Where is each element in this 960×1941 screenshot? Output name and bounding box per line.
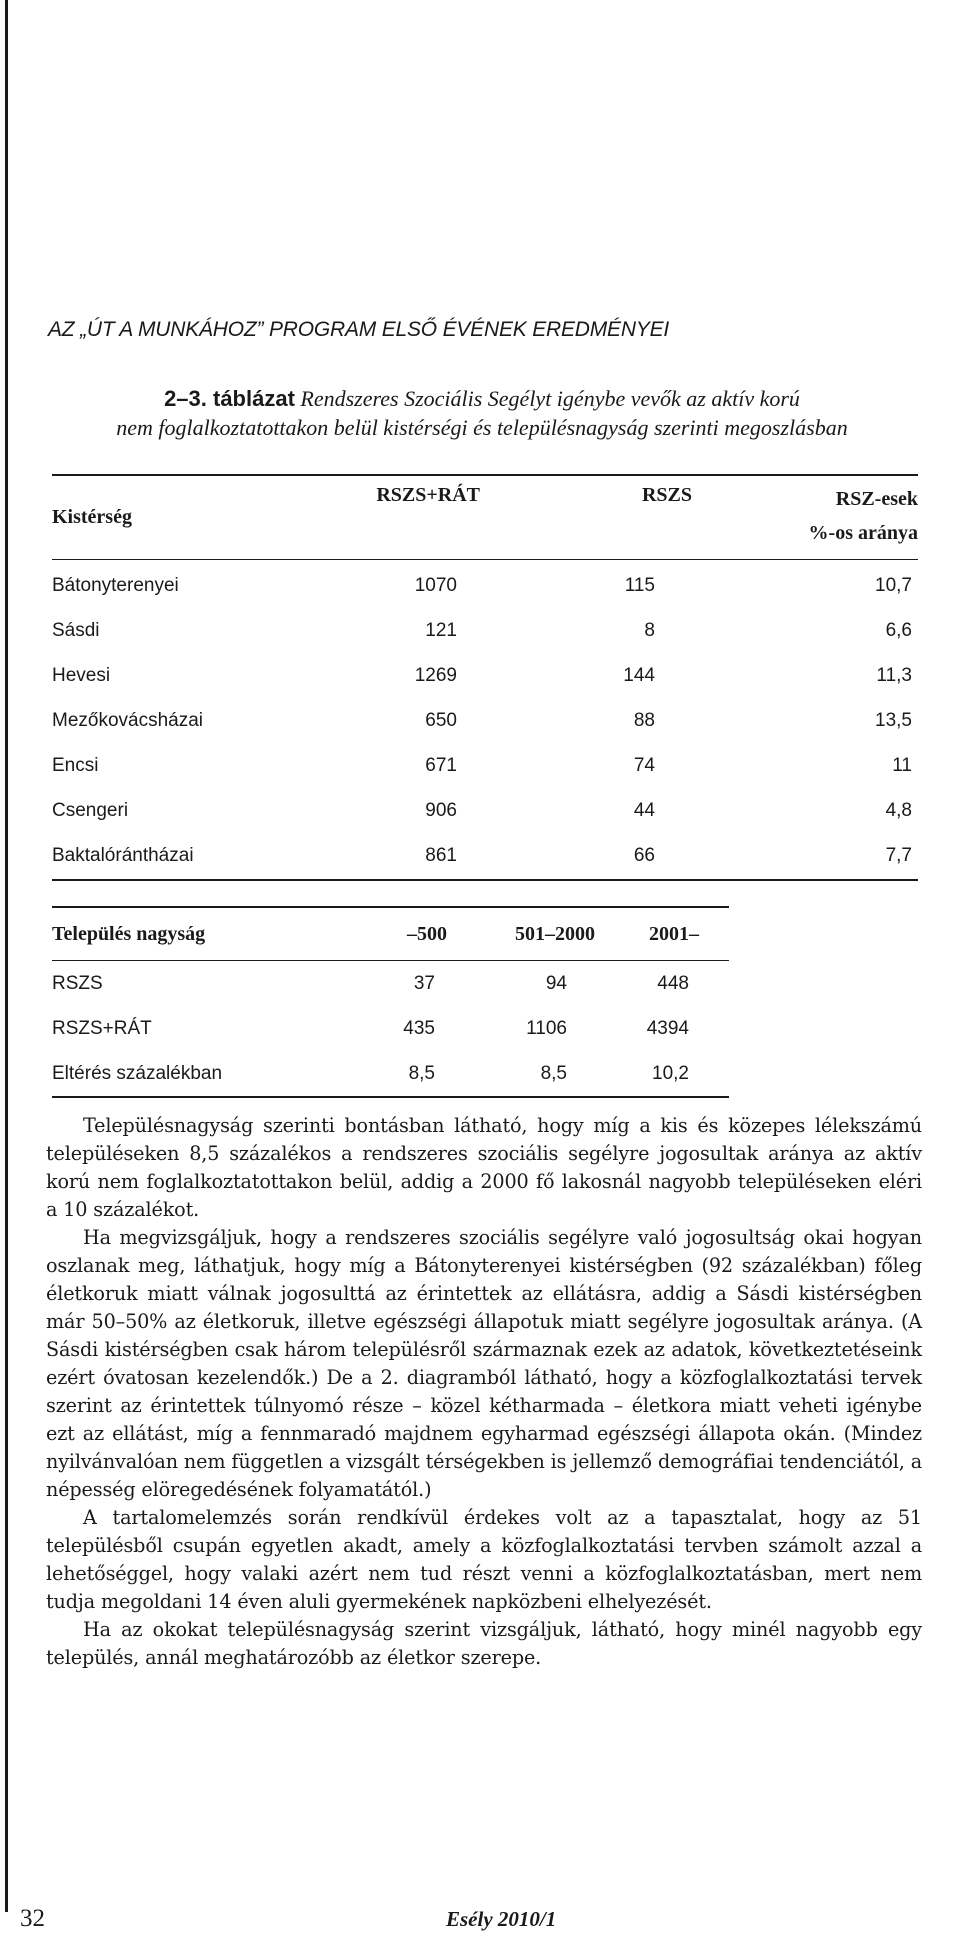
- cell-arany: 7,7: [885, 845, 912, 866]
- cell-rszs-rat: 1269: [414, 665, 457, 686]
- column-header-kisterseg: Kistérség: [52, 506, 132, 528]
- cell-kisterseg: Bátonyterenyei: [52, 575, 179, 596]
- table-header-row: [52, 475, 918, 559]
- cell-500: 37: [413, 972, 435, 994]
- column-header-rszs-rat: RSZS+RÁT: [376, 484, 480, 506]
- table-row: [52, 559, 918, 609]
- cell-arany: 13,5: [875, 710, 912, 731]
- cell-arany: 10,7: [875, 575, 912, 596]
- table-row: [52, 961, 729, 1007]
- cell-kisterseg: Csengeri: [52, 800, 129, 821]
- paragraph: Településnagyság szerinti bontásban látható, hogy míg a kis és közepes lélekszámú településeken 8,5 százalékos a rendszeres szociális segélyre jogosultak aránya az aktív korú nem foglalkoztatottakon belül, addig a 2000 fő lakosnál nagyobb településeken eléri a 10 százalékot.: [46, 1114, 922, 1221]
- cell-arany: 4,8: [885, 800, 912, 821]
- caption-line-1: [42, 384, 922, 413]
- table-row: [52, 834, 918, 880]
- margin-rule: [5, 0, 8, 1912]
- cell-rszs-rat: 650: [425, 710, 457, 731]
- cell-rszs: 44: [633, 800, 655, 821]
- cell-arany: 11: [892, 755, 912, 776]
- caption-number: 2–3. táblázat: [164, 386, 295, 411]
- table-header-row: [52, 907, 729, 961]
- table-telepulesnagysag: [52, 906, 729, 1098]
- table-row: [52, 1006, 729, 1051]
- cell-rszs: 8: [644, 620, 655, 641]
- cell-arany: 6,6: [885, 620, 912, 641]
- cell-label: RSZS+RÁT: [52, 1017, 152, 1039]
- cell-rszs: 74: [633, 755, 655, 776]
- paragraph: Ha megvizsgáljuk, hogy a rendszeres szociális segélyre való jogosultság okai hogyan oszlanak meg, láthatjuk, hogy míg a Bátonyterenyei kistérségben (92 százalékban) főleg életkoruk miatt válnak jogosulttá az érintettek az ellátásra, addig a Sásdi kistérségben már 50–50% az életkoruk, illetve egészségi állapotuk miatt segélyre jogosultak aránya. (A Sásdi kistérségben csak három településről származnak ezek az adatok, következtetéseink ezért óvatosan kezelendők.) De a 2. diagramból látható, hogy a közfoglalkoztatási tervek szerint az érintettek túlnyomó része – közel kétharmada – életkora miatt veheti igénybe ezt az ellátást, míg a fennmaradó majdnem egyharmad egészségi állapota okán. (Mindez nyilvánvalóan nem független a vizsgált térségekben is jellemző demográfiai tendenciától, a népesség elöregedésének folyamatától.): [46, 1226, 922, 1501]
- cell-kisterseg: Encsi: [52, 755, 99, 776]
- cell-2001: 10,2: [652, 1062, 689, 1084]
- cell-kisterseg: Hevesi: [52, 665, 111, 686]
- cell-500: 435: [403, 1017, 435, 1039]
- column-header-rsz-esek-line1: RSZ-esek: [835, 488, 918, 510]
- cell-501-2000: 8,5: [540, 1062, 567, 1084]
- column-header-rszs: RSZS: [641, 484, 692, 506]
- column-header-501-2000: 501–2000: [515, 922, 595, 945]
- journal-title: Esély 2010/1: [446, 1907, 557, 1931]
- table-row: [52, 744, 918, 789]
- cell-rszs: 88: [633, 710, 655, 731]
- cell-kisterseg: Mezőkovácsházai: [52, 710, 204, 731]
- cell-rszs-rat: 121: [425, 620, 457, 641]
- paragraph: A tartalomelemzés során rendkívül érdekes volt az a tapasztalat, hogy az 51 településből csupán egyetlen akadt, amely a közfoglalkoztatási tervben számolt azzal a lehetőséggel, hogy valaki azért nem tud részt venni a közfoglalkoztatásban, mert nem tudja megoldani 14 éven aluli gyermekének napközbeni elhelyezését.: [46, 1506, 922, 1613]
- cell-rszs-rat: 906: [425, 800, 457, 821]
- cell-2001: 448: [657, 972, 689, 994]
- cell-rszs: 66: [633, 845, 655, 866]
- table-kisterseg: [52, 474, 918, 881]
- table-row: [52, 789, 918, 834]
- page-number: 32: [20, 1905, 45, 1932]
- cell-rszs-rat: 671: [425, 755, 457, 776]
- column-header-rsz-esek-line2: %-os aránya: [808, 522, 918, 544]
- cell-rszs: 115: [624, 575, 655, 596]
- cell-501-2000: 94: [545, 972, 567, 994]
- column-header-telepules-nagysag: Település nagyság: [52, 922, 206, 945]
- cell-label: RSZS: [52, 972, 103, 994]
- cell-rszs-rat: 1070: [414, 575, 457, 596]
- cell-kisterseg: Baktalórántházai: [52, 845, 194, 866]
- cell-kisterseg: Sásdi: [52, 620, 100, 641]
- column-header-2001: 2001–: [649, 922, 699, 945]
- table-row: [52, 654, 918, 699]
- cell-label: Eltérés százalékban: [52, 1062, 223, 1084]
- cell-500: 8,5: [408, 1062, 435, 1084]
- paragraph: Ha az okokat településnagyság szerint vizsgáljuk, látható, hogy minél nagyobb egy település, annál meghatározóbb az életkor szerepe.: [46, 1618, 922, 1669]
- cell-501-2000: 1106: [526, 1017, 567, 1039]
- caption-title-start: Rendszeres Szociális Segélyt igénybe vevők az aktív korú: [300, 386, 800, 411]
- cell-rszs-rat: 861: [425, 845, 457, 866]
- table-row: [52, 609, 918, 654]
- running-head: AZ „ÚT A MUNKÁHOZ” PROGRAM ELSŐ ÉVÉNEK EREDMÉNYEI: [48, 318, 670, 341]
- column-header-rsz-esek: [762, 475, 918, 559]
- caption-line-2: nem foglalkoztatottakon belül kistérségi és településnagyság szerinti megoszlásban: [116, 415, 848, 440]
- table-row: [52, 1051, 729, 1097]
- table-caption: [42, 384, 922, 442]
- table-row: [52, 699, 918, 744]
- cell-rszs: 144: [623, 665, 655, 686]
- body-text: [46, 1112, 922, 1672]
- cell-2001: 4394: [646, 1017, 689, 1039]
- cell-arany: 11,3: [876, 665, 912, 686]
- column-header-500: –500: [407, 922, 447, 945]
